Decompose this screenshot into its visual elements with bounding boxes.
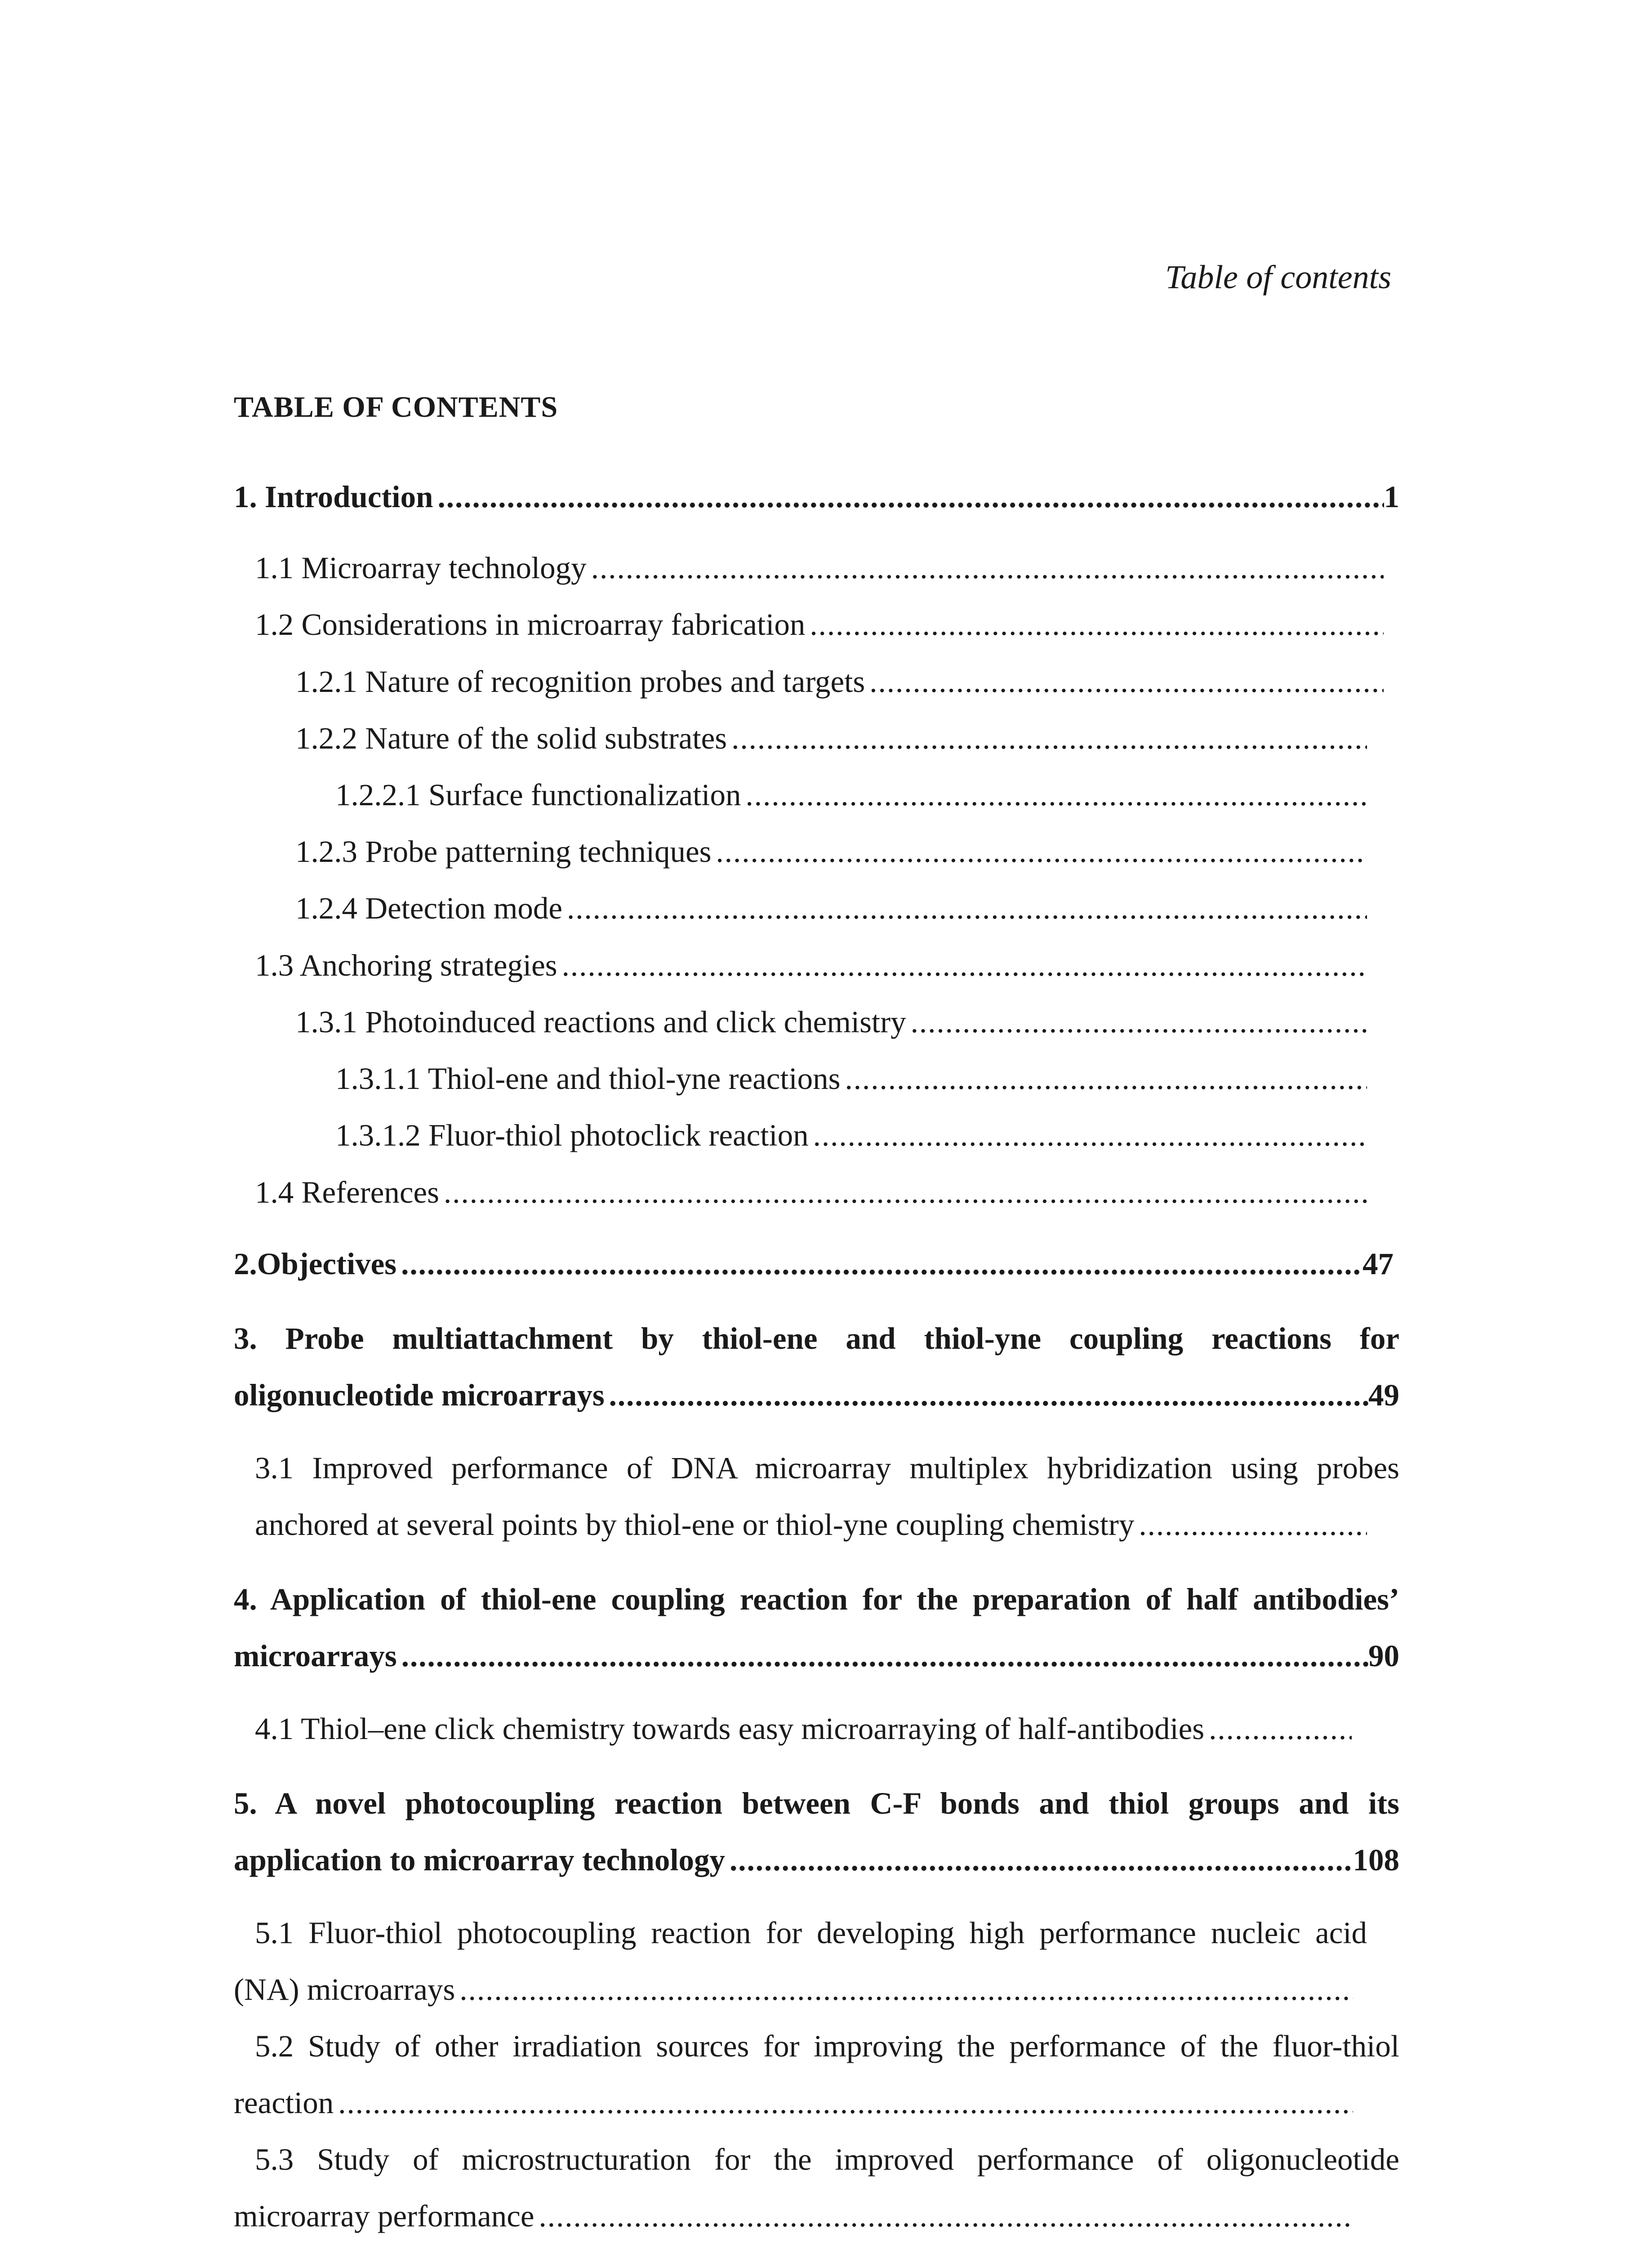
- entry-label: (NA) microarrays: [234, 1972, 455, 2007]
- dot-leader: [401, 1638, 1368, 1674]
- entry-label: 1.1 Microarray technology: [255, 551, 587, 585]
- toc-entry-chapter-4[interactable]: [234, 1638, 1399, 1674]
- toc-entry-chapter-3-line-1[interactable]: 3. Probe multiattachment by thiol-ene and thiol-yne coupling reactions for: [234, 1321, 1399, 1356]
- page-number: 1: [1384, 480, 1399, 514]
- toc-entry-3-1-line-1[interactable]: 3.1 Improved performance of DNA microarray multiplex hybridization using probes: [255, 1451, 1399, 1485]
- entry-label: microarray performance: [234, 2199, 534, 2233]
- toc-entry-1-3-1[interactable]: [295, 1004, 1367, 1040]
- toc-entry-objectives[interactable]: [234, 1246, 1394, 1282]
- page-number: 49: [1368, 1378, 1399, 1412]
- toc-entry-5-3-line-1[interactable]: 5.3 Study of microstructuration for the improved performance of oligonucleotide: [255, 2142, 1399, 2177]
- dot-leader: [444, 1175, 1367, 1210]
- dot-leader: [437, 479, 1384, 515]
- dot-leader: [911, 1004, 1367, 1040]
- entry-label: 4.1 Thiol–ene click chemistry towards easy microarraying of half-antibodies: [255, 1712, 1205, 1746]
- entry-label: 1.2 Considerations in microarray fabrication: [255, 607, 806, 642]
- dot-leader: [459, 1972, 1353, 2007]
- entry-label: 1.2.4 Detection mode: [295, 891, 563, 925]
- dot-leader: [810, 607, 1384, 642]
- dot-leader: [567, 891, 1367, 926]
- toc-entry-1-3[interactable]: [255, 948, 1367, 983]
- dot-leader: [745, 777, 1367, 813]
- dot-leader: [338, 2085, 1353, 2121]
- entry-label: reaction: [234, 2086, 334, 2120]
- entry-label: 1.2.2.1 Surface functionalization: [335, 778, 741, 812]
- dot-leader: [539, 2199, 1353, 2234]
- entry-label: 1.2.3 Probe patterning techniques: [295, 834, 712, 869]
- page-number: 47: [1363, 1247, 1394, 1281]
- page-number: 90: [1368, 1639, 1399, 1673]
- toc-entry-1-4[interactable]: [255, 1175, 1367, 1210]
- entry-label: 1.3.1.2 Fluor-thiol photoclick reaction: [335, 1118, 809, 1152]
- page-number: 108: [1353, 1843, 1399, 1877]
- dot-leader: [845, 1061, 1367, 1097]
- dot-leader: [562, 948, 1367, 983]
- dot-leader: [1139, 1507, 1367, 1543]
- toc-entry-1-3-1-2[interactable]: [335, 1118, 1367, 1153]
- entry-label: anchored at several points by thiol-ene or thiol-yne coupling chemistry: [255, 1508, 1135, 1542]
- entry-label: application to microarray technology: [234, 1843, 726, 1877]
- dot-leader: [731, 721, 1367, 756]
- toc-entry-5-2[interactable]: [234, 2085, 1353, 2121]
- running-header: Table of contents: [1165, 259, 1391, 296]
- dot-leader: [401, 1246, 1363, 1282]
- entry-label: 1.4 References: [255, 1175, 439, 1209]
- dot-leader: [1209, 1711, 1352, 1747]
- entry-label: 1.3 Anchoring strategies: [255, 948, 557, 982]
- entry-label: 1.2.1 Nature of recognition probes and targets: [295, 665, 865, 699]
- toc-entry-chapter-4-line-1[interactable]: 4. Application of thiol-ene coupling reaction for the preparation of half antibodies’: [234, 1582, 1399, 1616]
- toc-entry-3-1[interactable]: [255, 1507, 1367, 1543]
- entry-label: 2.Objectives: [234, 1247, 397, 1281]
- toc-entry-introduction[interactable]: [234, 479, 1399, 515]
- toc-entry-1-2-4[interactable]: [295, 891, 1367, 926]
- toc-entry-5-1-line-1[interactable]: 5.1 Fluor-thiol photocoupling reaction for developing high performance nucleic acid: [255, 1916, 1367, 1950]
- toc-entry-1-2-3[interactable]: [295, 834, 1367, 870]
- toc-entry-4-1[interactable]: [255, 1711, 1352, 1747]
- entry-label: 1.3.1 Photoinduced reactions and click chemistry: [295, 1005, 906, 1039]
- toc-entry-1-2-2[interactable]: [295, 721, 1367, 756]
- dot-leader: [609, 1378, 1368, 1413]
- toc-entry-chapter-3[interactable]: [234, 1378, 1399, 1413]
- entry-label: 1.3.1.1 Thiol-ene and thiol-yne reactions: [335, 1062, 841, 1096]
- toc-entry-5-1[interactable]: [234, 1972, 1353, 2007]
- dot-leader: [591, 550, 1384, 586]
- toc-entry-5-2-line-1[interactable]: 5.2 Study of other irradiation sources for improving the performance of the fluor-thiol: [255, 2029, 1399, 2063]
- dot-leader: [869, 664, 1384, 700]
- entry-label: oligonucleotide microarrays: [234, 1378, 605, 1412]
- toc-entry-1-1[interactable]: [255, 550, 1384, 586]
- toc-entry-chapter-5-line-1[interactable]: 5. A novel photocoupling reaction between C-F bonds and thiol groups and its: [234, 1786, 1399, 1820]
- dot-leader: [813, 1118, 1367, 1153]
- toc-entry-1-2-2-1[interactable]: [335, 777, 1367, 813]
- toc-entry-chapter-5[interactable]: [234, 1842, 1399, 1878]
- toc-entry-1-3-1-1[interactable]: [335, 1061, 1367, 1097]
- dot-leader: [730, 1842, 1353, 1878]
- toc-entry-1-2-1[interactable]: [295, 664, 1384, 700]
- toc-entry-1-2[interactable]: [255, 607, 1384, 642]
- entry-label: 1. Introduction: [234, 480, 433, 514]
- toc-entry-5-3[interactable]: [234, 2199, 1353, 2234]
- dot-leader: [716, 834, 1367, 870]
- toc-heading: TABLE OF CONTENTS: [234, 391, 558, 424]
- entry-label: 1.2.2 Nature of the solid substrates: [295, 721, 727, 755]
- entry-label: microarrays: [234, 1639, 397, 1673]
